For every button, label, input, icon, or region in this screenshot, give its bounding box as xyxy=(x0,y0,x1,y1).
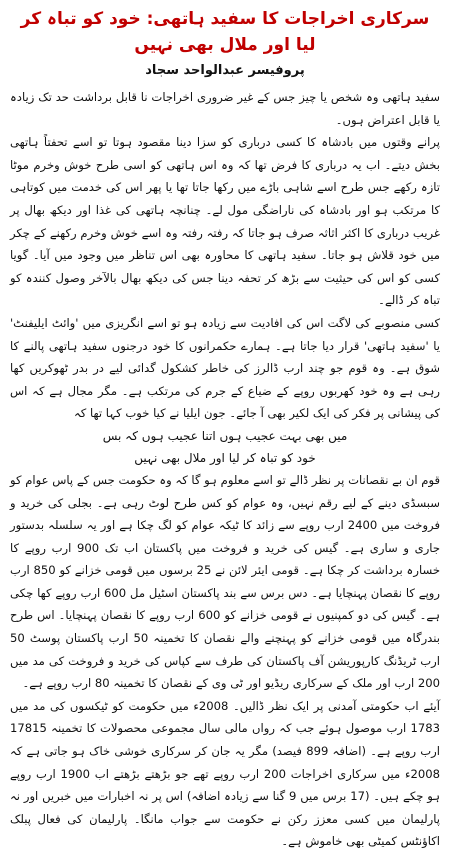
verse-line: میں بھی بہت عجیب ہوں اتنا عجیب ہوں کہ بس xyxy=(102,428,348,443)
article-paragraph: سفید ہاتھی وہ شخص یا چیز جس کے غیر ضروری اخراجات نا قابل برداشت حد تک زیادہ یا قابل اعتراض ہوں۔ xyxy=(10,90,440,127)
article-byline: پروفیسر عبدالواحد سجاد xyxy=(145,63,305,78)
verse-line: خود کو تباہ کر لیا اور ملال بھی نہیں xyxy=(134,450,316,465)
article-paragraph: پرانے وقتوں میں بادشاہ کا کسی درباری کو سزا دینا مقصود ہوتا تو اسے تحفتاً ہاتھی بخش دیتے۔ اب یہ درباری کا فرض تھا کہ وہ اس ہاتھی کو اسی طرح خوش وخرم موٹا تازہ رکھے جس طرح اسے شاہی باڑے میں رکھا جاتا تھا یا پھر اس کی خدمت میں کوتاہی کا مرتکب ہو اور بادشاہ کی ناراضگی مول لے۔ چنانچہ ہاتھی کی غذا اور دیکھ بھال پر غریب درباری کا اکثر اثاثہ صرف ہو جاتا کہ رفتہ رفتہ وہ اسے خوش وخرم رکھنے کے چکر میں خود قلاش ہو جاتا۔ سفید ہاتھی کا محاورہ بھی اس تناظر میں وجود میں آیا۔ گویا کسی کو اس کی حیثیت سے بڑھ کر تحفہ دینا جس کی دیکھ بھال بالآخر وصول کنندہ کو تباہ کر ڈالے۔ xyxy=(10,135,440,308)
article-paragraph: آیئے اب حکومتی آمدنی پر ایک نظر ڈالیں۔ 2008ء میں حکومت کو ٹیکسوں کی مد میں 1783 ارب موصول ہوئے جب کہ رواں مالی سال مجموعی محصولات کا تخمینہ 17815 ارب روپے ہے۔ (اضافہ 899 فیصد) مگر یہ جان کر سرکاری خوشی خاک ہو جاتی ہے کہ 2008ء میں سرکاری اخراجات 200 ارب روپے تھے جو بڑھتے بڑھتے اب 1900 ارب روپے ہو چکے ہیں۔ (17 برس میں 9 گنا سے زیادہ اضافہ) اس پر نہ اخبارات میں خبریں اور نہ پارلیمان میں کسی معزز رکن نے حکومت سے جواب مانگا۔ پارلیمان کی فعال پبلک اکاؤنٹس کمیٹی بھی خاموش ہے۔ xyxy=(10,698,441,849)
article-paragraph: قوم ان بے نقصانات پر نظر ڈالے تو اسے معلوم ہو گا کہ وہ حکومت جس کے پاس عوام کو سبسڈی دینے کے لیے رقم نہیں، وہ عوام کو کس طرح لوٹ رہی ہے۔ بجلی کی خرید و فروخت میں 2400 ارب روپے سے زائد کا ٹیکہ عوام کو لگ چکا ہے اور یہ سلسلہ بدستور جاری و ساری ہے۔ گیس کی خرید و فروخت میں پاکستان اب تک 900 ارب روپے کا خسارہ برداشت کر چکا ہے۔ قومی ایئر لائن نے 25 برسوں میں قومی خزانے کو 850 ارب روپے کا نقصان پہنچایا ہے۔ دس برس سے بند پاکستان اسٹیل مل 600 ارب روپے کھا چکی ہے۔ گیس کی دو کمپنیوں نے قومی خزانے کو 600 ارب روپے کا نقصان پہنچایا۔ اس طرح بندرگاہ میں قومی خزانے کو پہنچنے والے نقصان کا تخمینہ 50 ارب پاکستان پوسٹ 50 ارب ٹریڈنگ کارپوریشن آف پاکستان کی طرف سے کپاس کی خرید و فروخت کی مد میں 200 ارب اور ملک کے سرکاری ریڈیو اور ٹی وی کے نقصان کا تخمینہ 80 ارب روپے ہے۔ xyxy=(10,472,441,691)
article-paragraph: کسی منصوبے کی لاگت اس کی افادیت سے زیادہ ہو تو اسے انگریزی میں 'وائٹ ایلیفنٹ' یا 'سفید ہاتھی' قرار دیا جاتا ہے۔ ہمارے حکمرانوں کا خود درجنوں سفید ہاتھی پالنے کا شوق ہے۔ وہ قوم جو چند ارب ڈالرز کی خاطر کشکول گدائی لیے در بدر ٹھوکریں کھا رہی ہے وہ خود کھربوں روپے کے ضیاع کے جرم کی مرتکب ہے۔ مگر مجال ہے کہ اس کی پیشانی پر فکر کی ایک لکیر بھی آ جائے۔ جون ایلیا نے کیا خوب کہا تھا کہ xyxy=(10,315,440,421)
article-headline: سرکاری اخراجات کا سفید ہاتھی: خود کو تباہ کر لیا اور ملال بھی نہیں xyxy=(20,9,430,55)
